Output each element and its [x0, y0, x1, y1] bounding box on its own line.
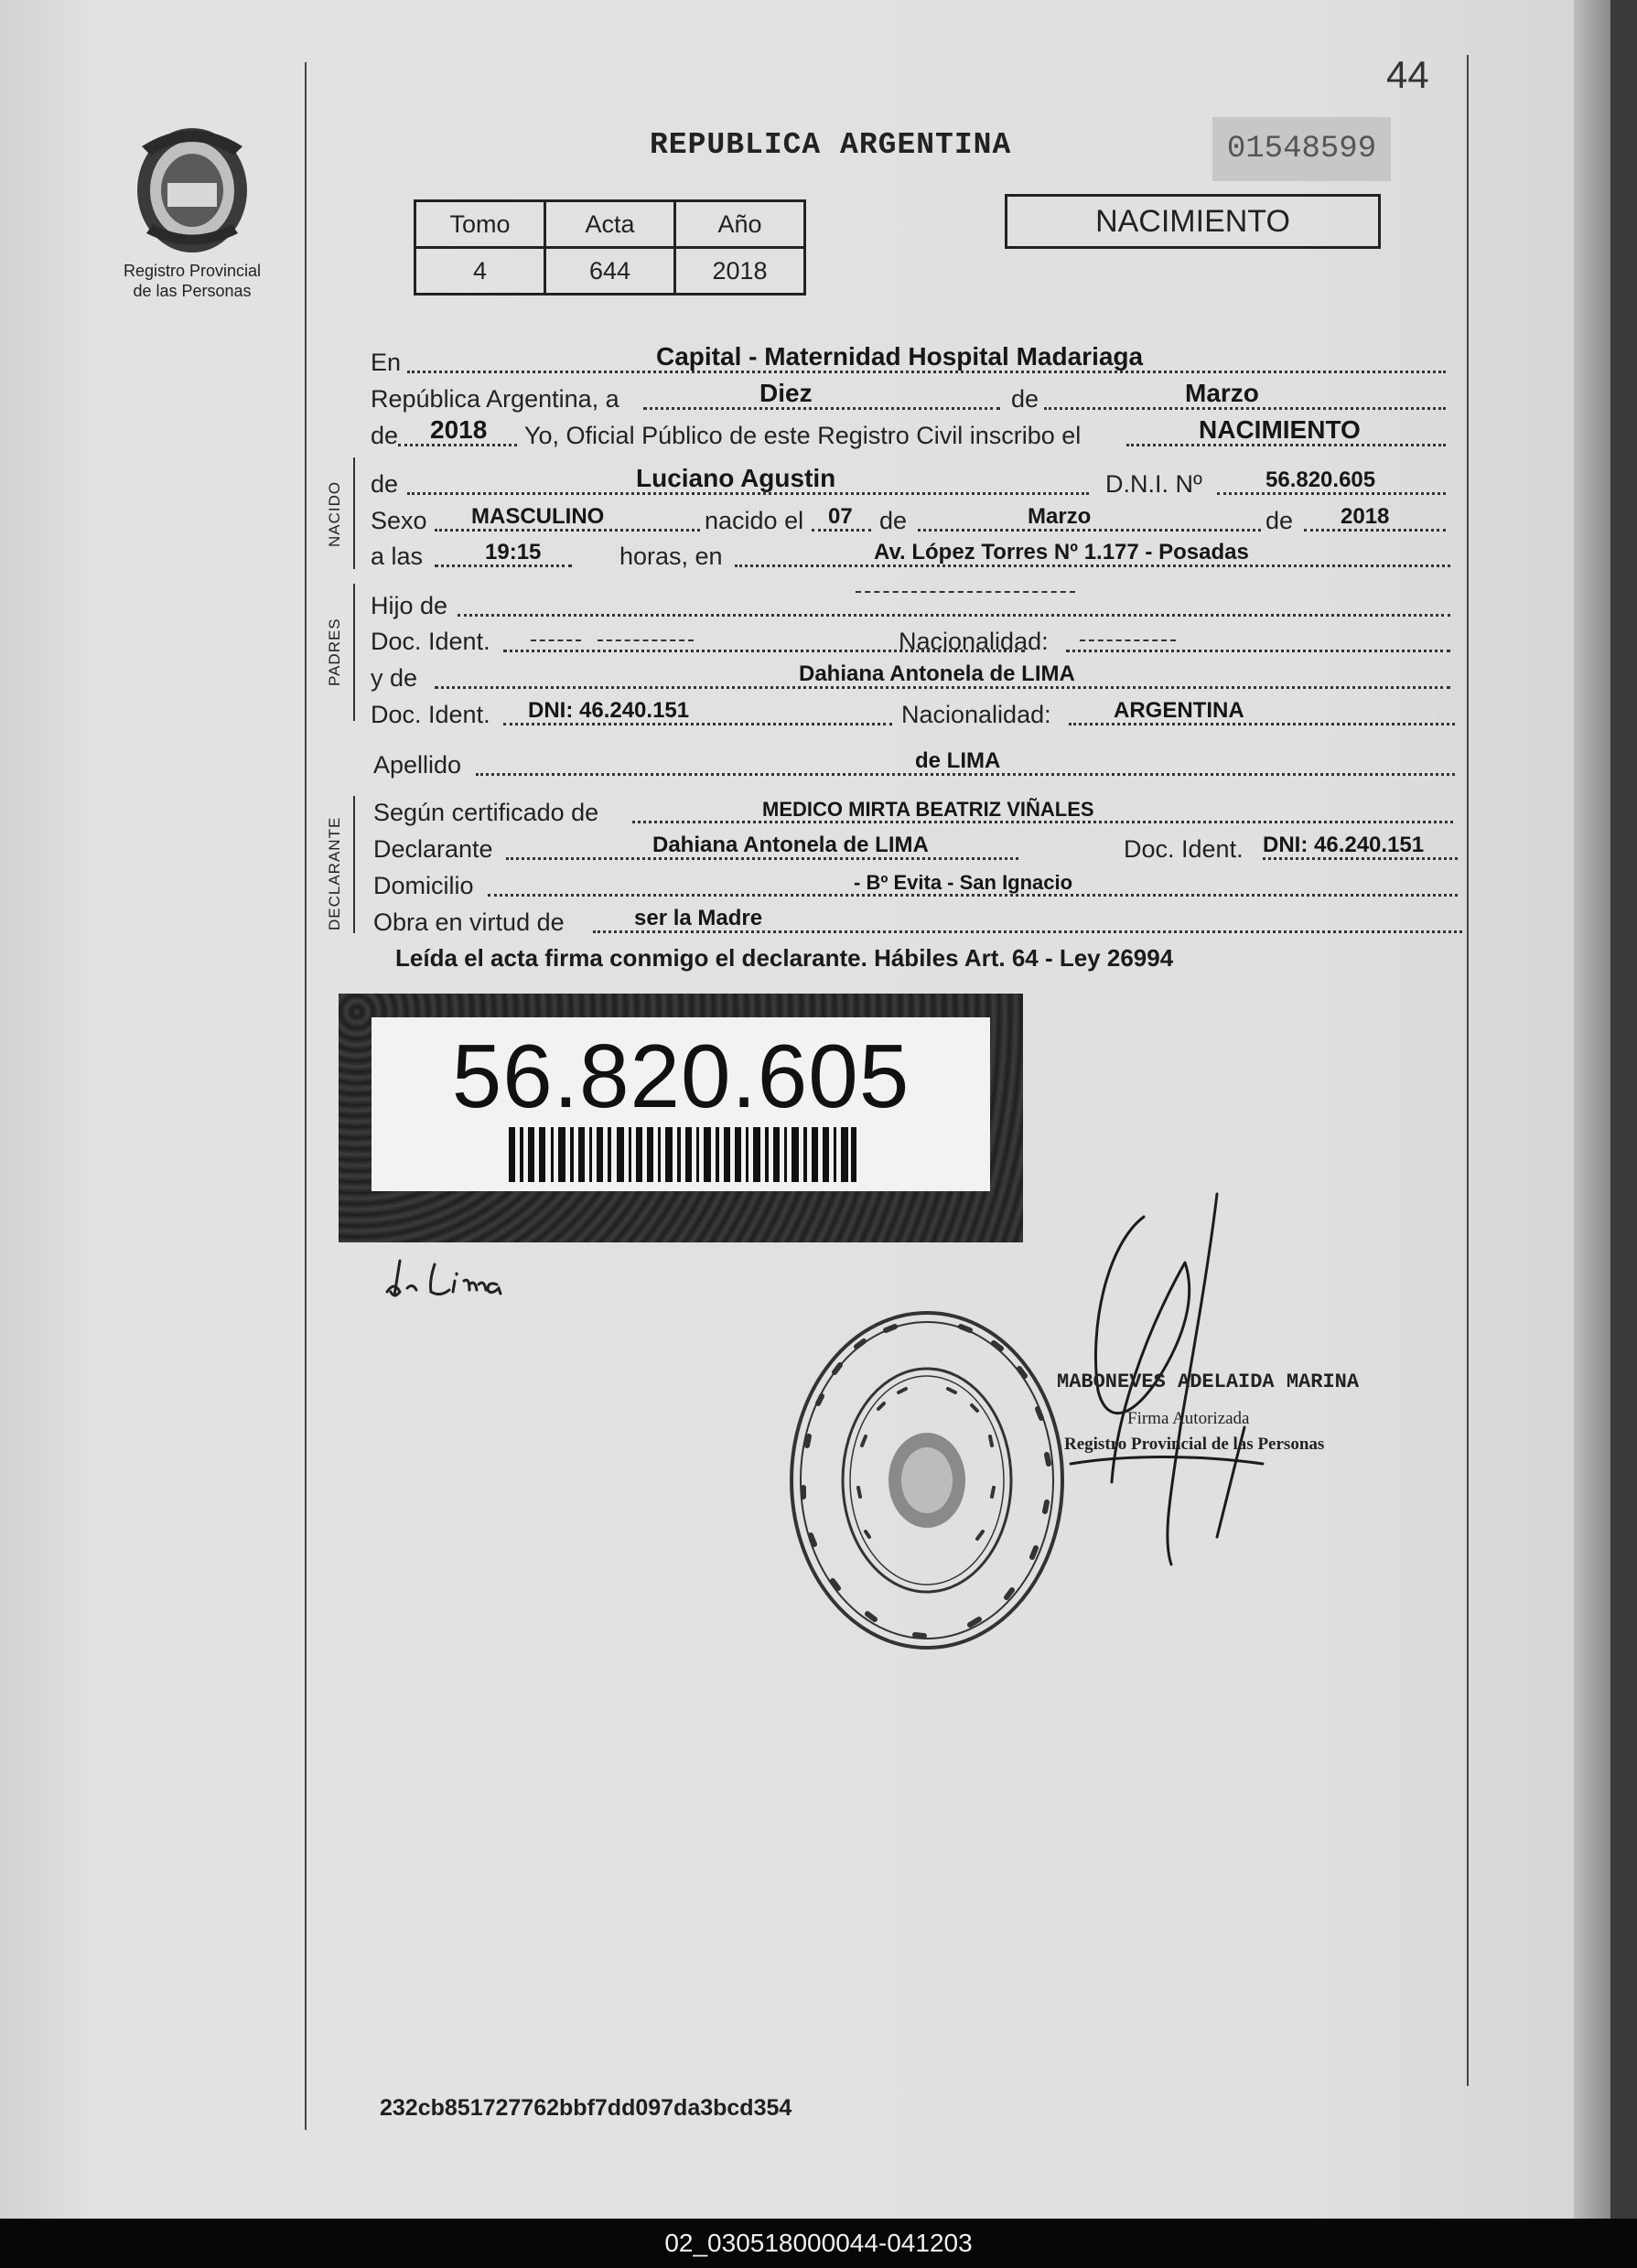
value-surname: de LIMA: [915, 748, 1001, 773]
blank-dash: [598, 640, 694, 641]
label-hijo-de: Hijo de: [371, 592, 448, 619]
label-nacido-el: nacido el: [705, 507, 804, 534]
label-y-de: y de: [371, 664, 418, 692]
left-margin-line: [305, 62, 307, 2130]
value-declarant-doc: DNI: 46.240.151: [1263, 833, 1425, 857]
page-number: 44: [1386, 53, 1429, 96]
record-table-value-row: [415, 248, 805, 295]
label-de: de: [1011, 385, 1039, 413]
row-father: [371, 584, 1450, 620]
label-nacionalidad-mother: Nacionalidad:: [901, 701, 1051, 728]
handwritten-note: [380, 1253, 544, 1308]
row-child-time: [371, 534, 1450, 571]
document-hash: 232cb851727762bbf7dd097da3bcd354: [380, 2095, 792, 2121]
label-republica: República Argentina, a: [371, 385, 619, 413]
logo-caption-line2: de las Personas: [133, 282, 252, 300]
row-date: [371, 377, 1446, 414]
signatory-name: MABONEVES ADELAIDA MARINA: [1057, 1370, 1360, 1393]
logo-caption: [101, 261, 284, 301]
value-address: - Bº Evita - San Ignacio: [854, 871, 1073, 894]
value-declarant-name: Dahiana Antonela de LIMA: [652, 833, 929, 857]
serial-number: 01548599: [1212, 117, 1391, 181]
label-sexo: Sexo: [371, 507, 427, 534]
right-margin-line: [1467, 55, 1469, 2086]
dotted-line: [643, 407, 1000, 410]
blank-dash: [531, 640, 581, 641]
label-horas-en: horas, en: [619, 543, 723, 570]
record-value-anio: 2018: [675, 248, 805, 295]
row-father-doc: [371, 619, 1450, 656]
value-birth-day: 07: [828, 504, 853, 529]
record-value-tomo: 4: [415, 248, 545, 295]
record-header-acta: Acta: [545, 201, 675, 248]
closing-statement: Leída el acta firma conmigo el declarante. Hábiles Art. 64 - Ley 26994: [395, 944, 1174, 972]
value-birth-year: 2018: [1341, 504, 1390, 529]
section-bar-nacido: [353, 457, 355, 569]
row-capacity: [373, 900, 1462, 937]
logo-caption-line1: Registro Provincial: [123, 262, 262, 280]
value-child-name: Luciano Agustin: [636, 464, 836, 492]
label-en: En: [371, 349, 402, 376]
record-table-header-row: [415, 201, 805, 248]
record-value-acta: 644: [545, 248, 675, 295]
signatory-role: Firma Autorizada: [1127, 1409, 1250, 1428]
value-birth-place: Av. López Torres Nº 1.177 - Posadas: [874, 540, 1249, 564]
dotted-line: [458, 614, 1450, 617]
label-de-year: de: [371, 422, 399, 449]
value-place: Capital - Maternidad Hospital Madariaga: [656, 342, 1144, 371]
value-month-text: Marzo: [1185, 379, 1259, 407]
dotted-line: [1066, 650, 1450, 652]
row-place: [371, 340, 1446, 377]
label-apellido: Apellido: [373, 751, 462, 779]
label-dni: D.N.I. Nº: [1105, 470, 1202, 498]
row-certificate: [373, 790, 1453, 827]
signatory-office: Registro Provincial de las Personas: [1064, 1435, 1325, 1454]
row-mother-doc: [371, 693, 1455, 729]
label-domicilio: Domicilio: [373, 872, 474, 899]
label-yo-oficial: Yo, Oficial Público de este Registro Civil inscribo el: [524, 422, 1082, 449]
dni-sticker-panel: [372, 1017, 990, 1191]
section-label-nacido: NACIDO: [326, 480, 343, 547]
value-mother-name: Dahiana Antonela de LIMA: [799, 661, 1075, 686]
row-surname: [371, 743, 1455, 779]
scan-footer: 02_030518000044-041203: [0, 2219, 1637, 2268]
section-label-padres: PADRES: [326, 618, 343, 686]
record-table: [414, 199, 806, 296]
blank-dash: [1080, 640, 1176, 641]
label-doc-ident-declarant: Doc. Ident.: [1124, 835, 1244, 863]
label-doc-ident-mother: Doc. Ident.: [371, 701, 490, 728]
row-year: [371, 414, 1446, 450]
page-edge: [1574, 0, 1610, 2219]
barcode: [509, 1127, 856, 1182]
label-a-las: a las: [371, 543, 424, 570]
label-de-name: de: [371, 470, 399, 498]
section-bar-declarante: [353, 796, 355, 933]
label-obra-en-virtud: Obra en virtud de: [373, 908, 565, 936]
document-title: REPUBLICA ARGENTINA: [650, 128, 1012, 162]
section-label-declarante: DECLARANTE: [326, 816, 343, 930]
section-bar-padres: [353, 584, 355, 721]
value-child-dni: 56.820.605: [1265, 468, 1376, 492]
value-child-sex: MASCULINO: [471, 504, 605, 529]
label-de-birth-year: de: [1265, 507, 1294, 534]
value-event: NACIMIENTO: [1199, 415, 1361, 444]
label-de-month: de: [879, 507, 908, 534]
row-declarant: [373, 827, 1458, 864]
label-doc-ident-father: Doc. Ident.: [371, 628, 490, 655]
dni-sticker-number: 56.820.605: [451, 1026, 910, 1126]
value-mother-nationality: ARGENTINA: [1114, 698, 1244, 723]
value-certificate-by: MEDICO MIRTA BEATRIZ VIÑALES: [762, 798, 1094, 821]
blank-dash: [856, 591, 1075, 593]
row-child-sex: [371, 499, 1446, 535]
label-declarante: Declarante: [373, 835, 493, 863]
provincial-logo: [124, 119, 261, 256]
official-seal: [787, 1308, 1067, 1652]
value-birth-month: Marzo: [1028, 504, 1092, 529]
row-mother: [371, 656, 1450, 693]
value-birth-time: 19:15: [485, 540, 542, 564]
value-mother-doc: DNI: 46.240.151: [528, 698, 690, 723]
document-type-box: NACIMIENTO: [1005, 194, 1381, 249]
value-day-text: Diez: [759, 379, 813, 407]
row-address: [373, 864, 1458, 900]
record-header-anio: Año: [675, 201, 805, 248]
label-segun-certificado: Según certificado de: [373, 799, 599, 826]
record-header-tomo: Tomo: [415, 201, 545, 248]
row-child-name: [371, 462, 1446, 499]
dni-sticker: [339, 994, 1023, 1242]
value-year: 2018: [430, 415, 488, 444]
value-capacity: ser la Madre: [634, 906, 763, 930]
label-nacionalidad-father: Nacionalidad:: [899, 628, 1049, 655]
